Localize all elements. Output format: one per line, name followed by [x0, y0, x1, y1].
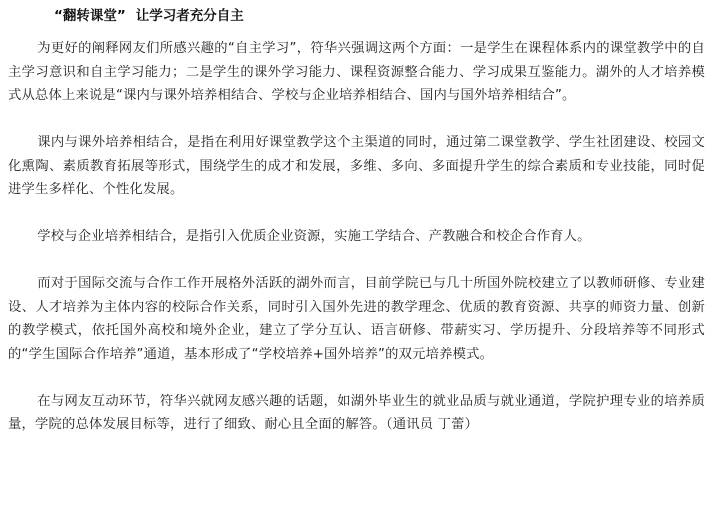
heading-subtitle: 让学习者充分自主 [135, 8, 244, 24]
paragraph-school-enterprise: 学校与企业培养相结合，是指引入优质企业资源，实施工学结合、产教融合和校企合作育人。 [37, 229, 591, 244]
paragraph-international: 而对于国际交流与合作工作开展格外活跃的湖外而言，目前学院已与几十所国外院校建立了以教师研修、专业建设、人才培养为主体内容的校际合作关系，同时引入国外先进的教学理念、优质的教育资源、共享的师资力量、创新的教学模式，依托国外高校和境外企业，建立了学分互认、语言研修、带薪实习、学历提升、分段培养等不同形式的“学生国际合作培养”通道，基本形成了“学校培养+国外培养”的双元培养模式。 [8, 276, 705, 362]
article-body [8, 37, 705, 437]
paragraph-self-learning: 为更好的阐释网友们所感兴趣的“自主学习”，符华兴强调这两个方面：一是学生在课程体系内的课堂教学中的自主学习意识和自主学习能力；二是学生的课外学习能力、课程资源整合能力、学习成果互鉴能力。湖外的人才培养模式从总体上来说是“课内与课外培养相结合、学校与企业培养相结合、国内与国外培养相结合”。 [8, 41, 705, 103]
paragraph-interaction: 在与网友互动环节，符华兴就网友感兴趣的话题，如湖外毕业生的就业品质与就业通道，学院护理专业的培养质量，学院的总体发展目标等，进行了细致、耐心且全面的解答。（通讯员 丁蕾） [8, 393, 705, 432]
paragraph-in-out-class: 课内与课外培养相结合，是指在利用好课堂教学这个主渠道的同时，通过第二课堂教学、学生社团建设、校园文化熏陶、素质教育拓展等形式，围绕学生的成才和发展，多维、多向、多面提升学生的综合素质和专业技能，同时促进学生多样化、个性化发展。 [8, 135, 705, 197]
article-heading [54, 6, 705, 26]
heading-quote: “翻转课堂” [54, 8, 126, 24]
